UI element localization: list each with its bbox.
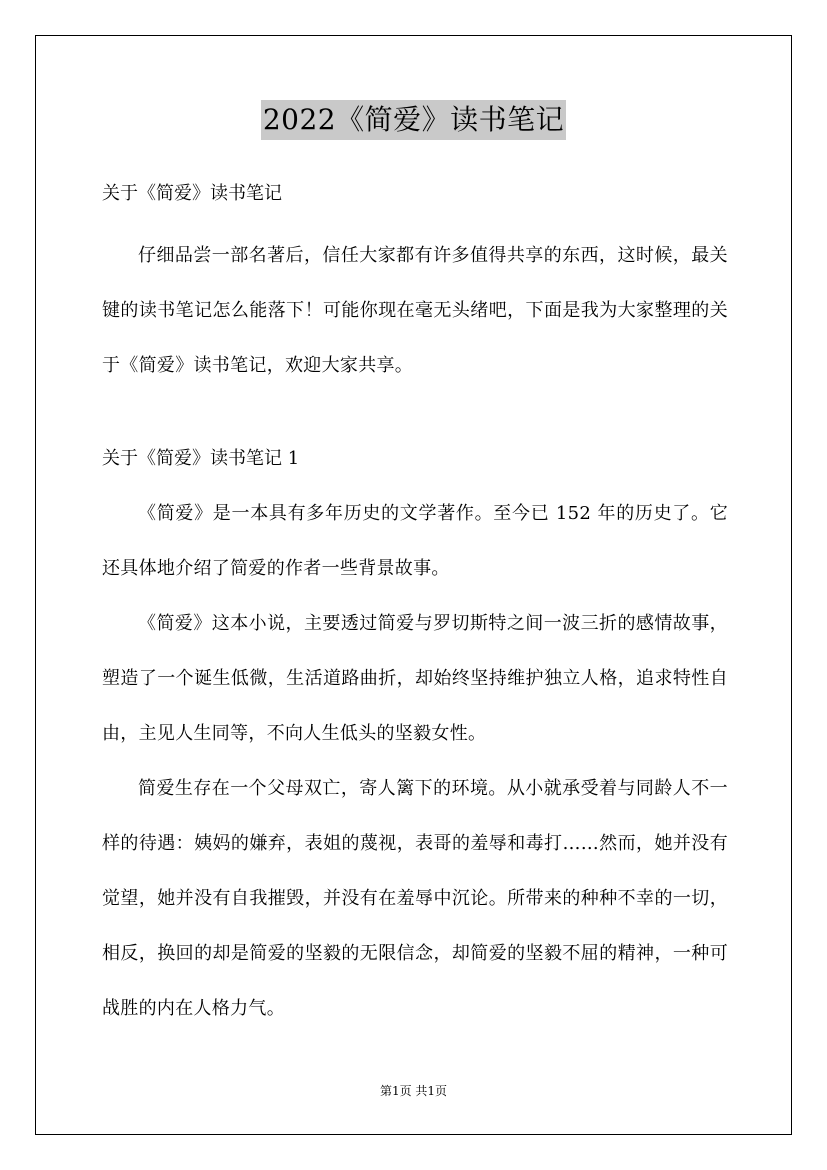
document-title-text: 2022《简爱》读书笔记 xyxy=(261,100,566,140)
document-title xyxy=(0,100,827,140)
page-indicator: 第1页 共1页 xyxy=(379,1084,448,1098)
document-body xyxy=(102,177,728,1036)
body-paragraph-1: 《简爱》是一本具有多年历史的文学著作。至今已 152 年的历史了。它还具体地介绍了简爱的作者一些背景故事。 xyxy=(102,503,728,579)
intro-paragraph: 仔细品尝一部名著后，信任大家都有许多值得共享的东西，这时候，最关键的读书笔记怎么能落下！可能你现在毫无头绪吧，下面是我为大家整理的关于《简爱》读书笔记，欢迎大家共享。 xyxy=(102,245,728,376)
body-paragraph-2: 《简爱》这本小说，主要透过简爱与罗切斯特之间一波三折的感情故事，塑造了一个诞生低微，生活道路曲折，却始终坚持维护独立人格，追求特性自由，主见人生同等，不向人生低头的坚毅女性。 xyxy=(102,613,728,744)
section-heading: 关于《简爱》读书笔记 xyxy=(102,183,282,204)
body-paragraph-3: 简爱生存在一个父母双亡，寄人篱下的环境。从小就承受着与同龄人不一样的待遇：姨妈的嫌弃，表姐的蔑视，表哥的羞辱和毒打……然而，她并没有觉望，她并没有自我摧毁，并没有在羞辱中沉论。所带来的种种不幸的一切，相反，换回的却是简爱的坚毅的无限信念，却简爱的坚毅不屈的精神，一种可战胜的内在人格力气。 xyxy=(102,778,728,1019)
page-footer xyxy=(0,1083,827,1099)
subsection-heading: 关于《简爱》读书笔记 1 xyxy=(102,448,300,469)
